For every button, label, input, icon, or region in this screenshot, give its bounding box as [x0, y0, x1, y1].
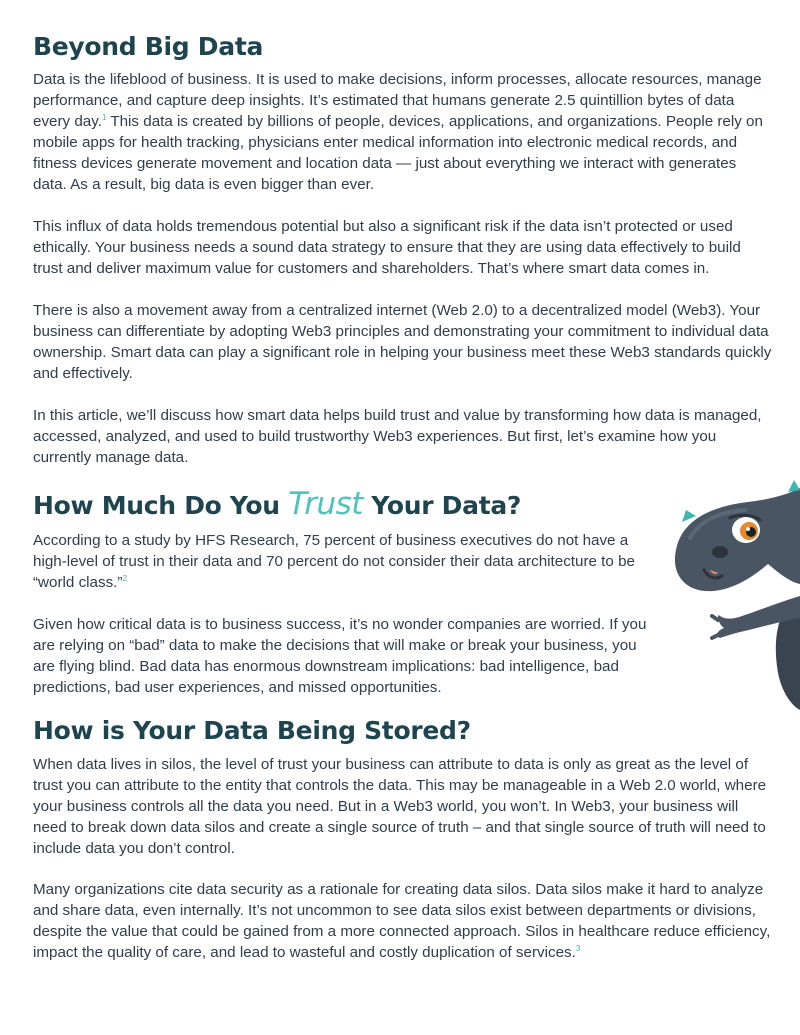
footnote-ref-1[interactable]: 1 [101, 112, 107, 122]
heading-text: Your Data? [362, 491, 522, 520]
heading-accent-trust: Trust [288, 486, 363, 522]
paragraph-data-silos: When data lives in silos, the level of trust your business can attribute to data is only as great as the level of trust you can attribute to the entity that controls the data. This may be manageable in a Web 2.0 world, where your business controls all the data you need. But in a Web3 world, you won’t. In Web3, your business will need to break down data silos and create a single source of truth – and that single source of truth will need to include data you don’t control. [33, 756, 767, 857]
heading-text: How Much Do You [33, 491, 289, 520]
footnote-ref-3[interactable]: 3 [575, 943, 581, 953]
section-heading-beyond-big-data: Beyond Big Data [33, 32, 264, 61]
paragraph-web3-movement: There is also a movement away from a centralized internet (Web 2.0) to a decentralized model (Web3). Your business can differentiate by adopting Web3 principles and demonstrating your commitment to individual data ownership. Smart data can play a significant role in helping your business meet these Web3 standards quickly and effectively. [33, 302, 772, 382]
section-heading-data-stored: How is Your Data Being Stored? [33, 716, 471, 745]
footnote-ref-2[interactable]: 2 [122, 573, 127, 583]
paragraph-text: Data is the lifeblood of business. It is used to make decisions, inform processes, allocate resources, manage performance, and capture deep insights. It’s estimated that humans generate 2.5 quintillion bytes of data every day. [33, 71, 762, 130]
paragraph-hfs-study [33, 530, 648, 593]
dinosaur-mascot-icon [660, 478, 800, 718]
paragraph-influx: This influx of data holds tremendous potential but also a significant risk if the data isn’t protected or used ethically. Your business needs a sound data strategy to ensure that they are using data effectively to build trust and deliver maximum value for customers and shareholders. That’s where smart data comes in. [33, 218, 741, 277]
paragraph-article-intro: In this article, we’ll discuss how smart data helps build trust and value by transforming how data is managed, accessed, analyzed, and used to build trustworthy Web3 experiences. But first, let’s examine how you currently manage data. [33, 407, 762, 466]
paragraph-data-security [33, 879, 773, 963]
paragraph-text: Many organizations cite data security as a rationale for creating data silos. Data silos make it hard to analyze and share data, even internally. It’s not uncommon to see data silos exist between departments or divisions, despite the value that could be gained from a more connected approach. Silos in healthcare reduce efficiency, impact the quality of care, and lead to wasteful and costly duplication of services. [33, 881, 771, 961]
paragraph-bad-data: Given how critical data is to business success, it’s no wonder companies are worried. If you are relying on “bad” data to make the decisions that will make or break your business, you are flying blind. Bad data has enormous downstream implications: bad intelligence, bad predictions, bad user experiences, and missed opportunities. [33, 616, 647, 696]
paragraph-lifeblood [33, 69, 773, 195]
paragraph-text: According to a study by HFS Research, 75 percent of business executives do not have a high-level of trust in their data and 70 percent do not consider their data architecture to be “world class.” [33, 532, 635, 591]
paragraph-text: This data is created by billions of people, devices, applications, and organizations. People rely on mobile apps for health tracking, physicians enter medical information into electronic medical records, and fitness devices generate movement and location data — just about everything we interact with generates data. As a result, big data is even bigger than ever. [33, 113, 763, 193]
